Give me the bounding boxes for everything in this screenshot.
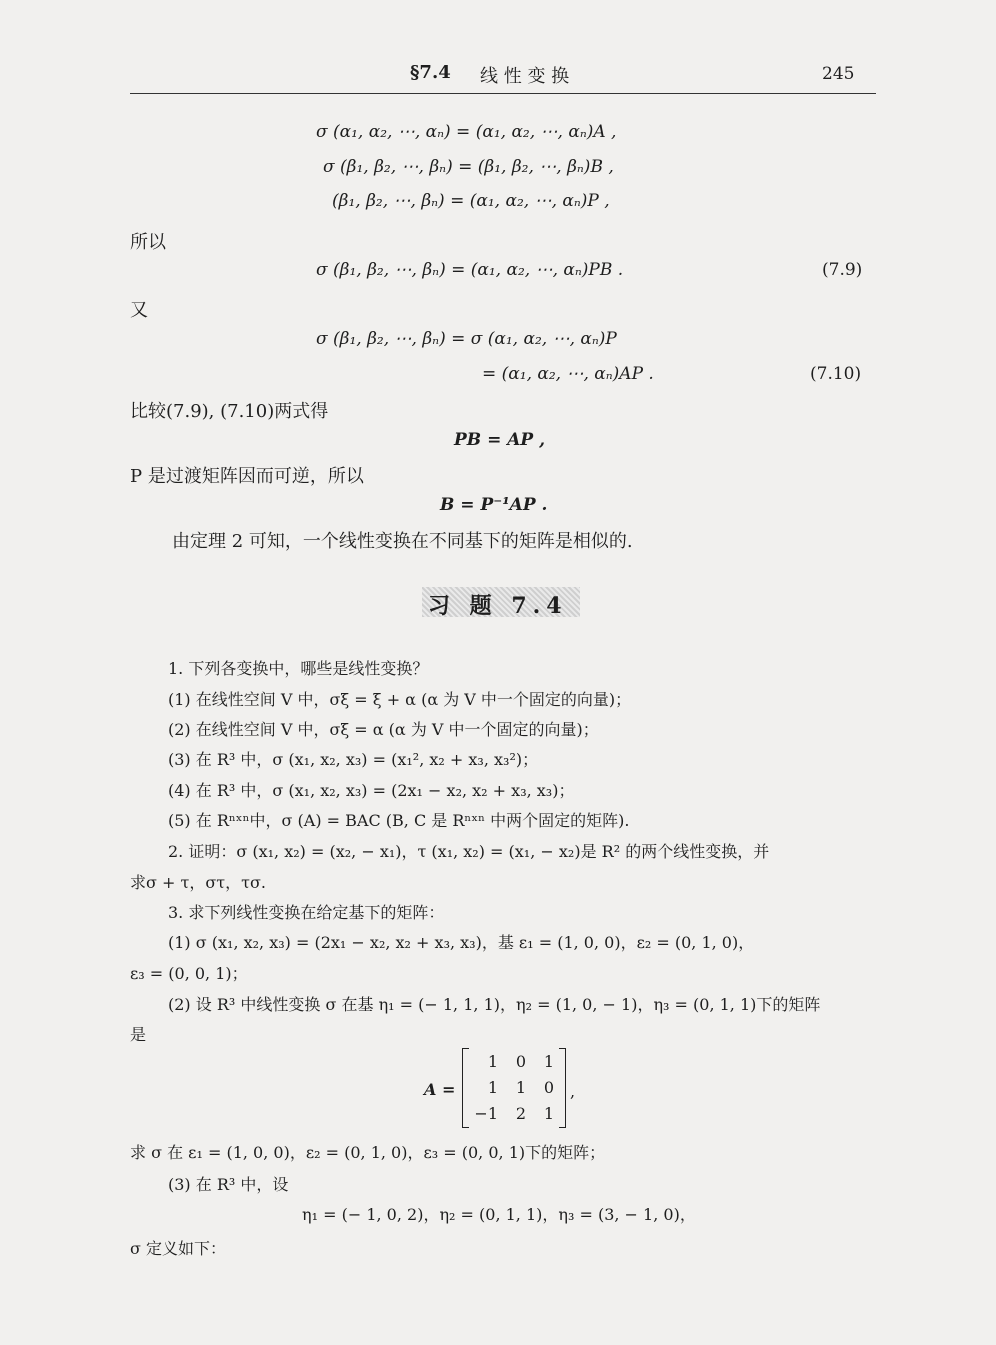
exercise-3-3-eq: η₁ = (− 1, 0, 2)，η₂ = (0, 1, 1)，η₃ = (3, − 1, 0)，: [302, 1205, 696, 1224]
exercise-3-2-question: 求 σ 在 ε₁ = (1, 0, 0)，ε₂ = (0, 1, 0)，ε₃ = (0, 0, 1)下的矩阵；: [130, 1143, 606, 1162]
matrix-a: [462, 1048, 566, 1126]
exercise-1-5: (5) 在 Rⁿˣⁿ中，σ (A) = BAC (B, C 是 Rⁿˣⁿ 中两个固定的矩阵).: [168, 811, 630, 830]
equation-7-9: σ (β₁, β₂, ⋯, βₙ) = (α₁, α₂, ⋯, αₙ)PB .: [316, 260, 624, 280]
exercise-3-2: (2) 设 R³ 中线性变换 σ 在基 η₁ = (− 1, 1, 1)，η₂ = (1, 0, − 1)，η₃ = (0, 1, 1)下的矩阵: [168, 995, 821, 1014]
exercise-3-1-cont: ε₃ = (0, 0, 1)；: [130, 964, 248, 983]
equation-pb-ap: PB = AP ,: [454, 430, 546, 450]
section-title: 线 性 变 换: [480, 66, 570, 87]
text-you: 又: [130, 300, 148, 321]
matrix-cell: −1: [474, 1104, 498, 1123]
exercise-1-3: (3) 在 R³ 中，σ (x₁, x₂, x₃) = (x₁², x₂ + x₃, x₃²)；: [168, 750, 539, 769]
exercise-title: 习 题 7.4: [428, 593, 568, 619]
text-compare: 比较(7.9), (7.10)两式得: [130, 401, 329, 422]
matrix-cell: 2: [515, 1104, 526, 1123]
equation-similarity: B = P⁻¹AP .: [440, 495, 548, 515]
exercise-1: 1. 下列各变换中，哪些是线性变换？: [168, 659, 429, 678]
matrix-comma: ,: [570, 1082, 576, 1101]
exercise-3-2-cont: 是: [130, 1025, 147, 1044]
exercise-1-1: (1) 在线性空间 V 中，σξ = ξ + α (α 为 V 中一个固定的向量)；: [168, 690, 632, 709]
matrix-cell: 1: [543, 1104, 554, 1123]
section-number: §7.4: [410, 62, 451, 83]
exercise-1-4: (4) 在 R³ 中，σ (x₁, x₂, x₃) = (2x₁ − x₂, x₂ + x₃, x₃)；: [168, 781, 575, 800]
equation-7-10: = (α₁, α₂, ⋯, αₙ)AP .: [482, 364, 654, 384]
page-number: 245: [822, 64, 855, 84]
equation-number-7-9: (7.9): [822, 260, 863, 280]
exercise-3-3-def: σ 定义如下：: [130, 1239, 227, 1258]
exercise-3-1: (1) σ (x₁, x₂, x₃) = (2x₁ − x₂, x₂ + x₃, x₃)，基 ε₁ = (1, 0, 0)，ε₂ = (0, 1, 0)，: [168, 933, 755, 952]
text-conclusion: 由定理 2 可知，一个线性变换在不同基下的矩阵是相似的.: [172, 531, 633, 552]
matrix-cell: 0: [515, 1052, 526, 1071]
matrix-cell: 1: [487, 1078, 498, 1097]
header-rule: [130, 93, 876, 94]
exercise-1-2: (2) 在线性空间 V 中，σξ = α (α 为 V 中一个固定的向量)；: [168, 720, 599, 739]
matrix-cell: 1: [515, 1078, 526, 1097]
matrix-cell: 1: [487, 1052, 498, 1071]
equation-1: σ (α₁, α₂, ⋯, αₙ) = (α₁, α₂, ⋯, αₙ)A ,: [316, 122, 617, 142]
matrix-left-bracket: [462, 1048, 469, 1128]
matrix-label: A =: [424, 1080, 456, 1099]
exercise-2-cont: 求σ + τ，στ，τσ.: [130, 873, 266, 892]
equation-3: (β₁, β₂, ⋯, βₙ) = (α₁, α₂, ⋯, αₙ)P ,: [332, 191, 610, 211]
equation-number-7-10: (7.10): [810, 364, 862, 384]
equation-2: σ (β₁, β₂, ⋯, βₙ) = (β₁, β₂, ⋯, βₙ)B ,: [323, 157, 614, 177]
equation-5: σ (β₁, β₂, ⋯, βₙ) = σ (α₁, α₂, ⋯, αₙ)P: [316, 329, 617, 349]
matrix-cell: 0: [543, 1078, 554, 1097]
exercise-2: 2. 证明：σ (x₁, x₂) = (x₂, − x₁)，τ (x₁, x₂) = (x₁, − x₂)是 R² 的两个线性变换，并: [168, 842, 770, 861]
exercise-3: 3. 求下列线性变换在给定基下的矩阵：: [168, 903, 445, 922]
text-suoyi: 所以: [130, 232, 166, 253]
text-p-invertible: P 是过渡矩阵因而可逆，所以: [130, 466, 364, 487]
matrix-cell: 1: [543, 1052, 554, 1071]
matrix-right-bracket: [559, 1048, 566, 1128]
exercise-3-3: (3) 在 R³ 中，设: [168, 1175, 289, 1194]
